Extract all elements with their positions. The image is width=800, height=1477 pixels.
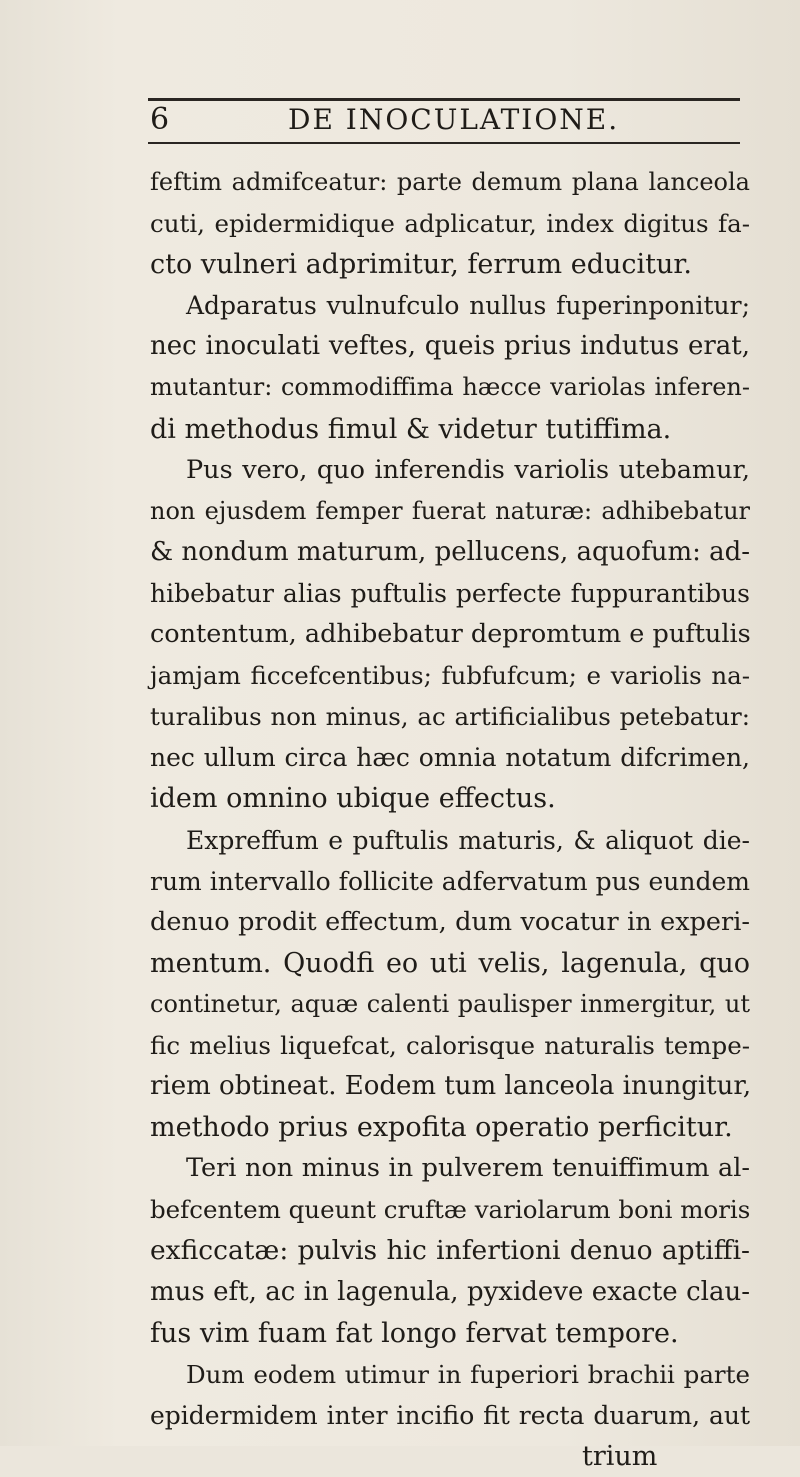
text-line: nec inoculati veftes, queis prius indutus erat,: [150, 331, 750, 362]
text-line: mentum. Quodfi eo uti velis, lagenula, quo: [150, 947, 750, 979]
body-text: [150, 162, 750, 1477]
text-line: cto vulneri adprimitur, ferrum educitur.: [150, 249, 692, 281]
text-line: feftim admifceatur: parte demum plana lanceola: [150, 168, 750, 196]
header-rule-bottom: [148, 142, 740, 144]
text-line: continetur, aquæ calenti paulisper inmergitur, ut: [150, 989, 750, 1018]
text-line: denuo prodit effectum, dum vocatur in experi-: [150, 906, 750, 937]
text-line: di methodus fimul & videtur tutiffima.: [150, 413, 672, 445]
text-line: contentum, adhibebatur depromtum e puftulis: [150, 619, 751, 650]
text-line: epidermidem inter incifio fit recta duarum, aut: [150, 1400, 750, 1430]
catchword: trium: [582, 1440, 658, 1472]
text-line: riem obtineat. Eodem tum lanceola inungitur,: [150, 1071, 752, 1102]
text-line: Adparatus vulnufculo nullus fuperinponitur;: [186, 291, 750, 321]
header-rule-top: [148, 98, 740, 101]
text-line: cuti, epidermidique adplicatur, index digitus fa-: [150, 209, 750, 239]
text-line: exficcatæ: pulvis hic infertioni denuo aptiffi-: [150, 1235, 750, 1267]
text-line: turalibus non minus, ac artificialibus petebatur:: [150, 702, 750, 732]
text-line: fus vim fuam fat longo fervat tempore.: [150, 1317, 679, 1349]
text-line: & nondum maturum, pellucens, aquofum: ad-: [150, 536, 751, 567]
text-line: non ejusdem femper fuerat naturæ: adhibebatur: [150, 496, 750, 525]
text-line: Dum eodem utimur in fuperiori brachii parte: [186, 1359, 750, 1389]
page-number: 6: [150, 102, 170, 137]
text-line: nec ullum circa hæc omnia notatum difcrimen,: [150, 743, 750, 773]
text-line: Pus vero, quo inferendis variolis utebamur,: [186, 454, 750, 485]
text-line: fic melius liquefcat, calorisque naturalis tempe-: [150, 1030, 750, 1060]
text-line: mus eft, ac in lagenula, pyxideve exacte clau-: [150, 1276, 750, 1307]
running-title: DE INOCULATIONE.: [288, 103, 620, 136]
text-line: mutantur: commodiffima hæcce variolas inferen-: [150, 373, 750, 402]
text-line: Teri non minus in pulverem tenuiffimum al-: [186, 1153, 750, 1184]
text-line: rum intervallo follicite adfervatum pus eundem: [150, 866, 750, 896]
text-line: hibebatur alias puftulis perfecte fuppurantibus: [150, 578, 750, 608]
text-line: methodo prius expofita operatio perficitur.: [150, 1112, 733, 1144]
text-line: befcentem queunt cruftæ variolarum boni moris: [150, 1195, 751, 1225]
text-line: Expreffum e puftulis maturis, & aliquot die-: [186, 825, 750, 855]
text-line: idem omnino ubique effectus.: [150, 783, 556, 815]
text-line: jamjam ficcefcentibus; fubfufcum; e variolis na-: [150, 661, 750, 691]
